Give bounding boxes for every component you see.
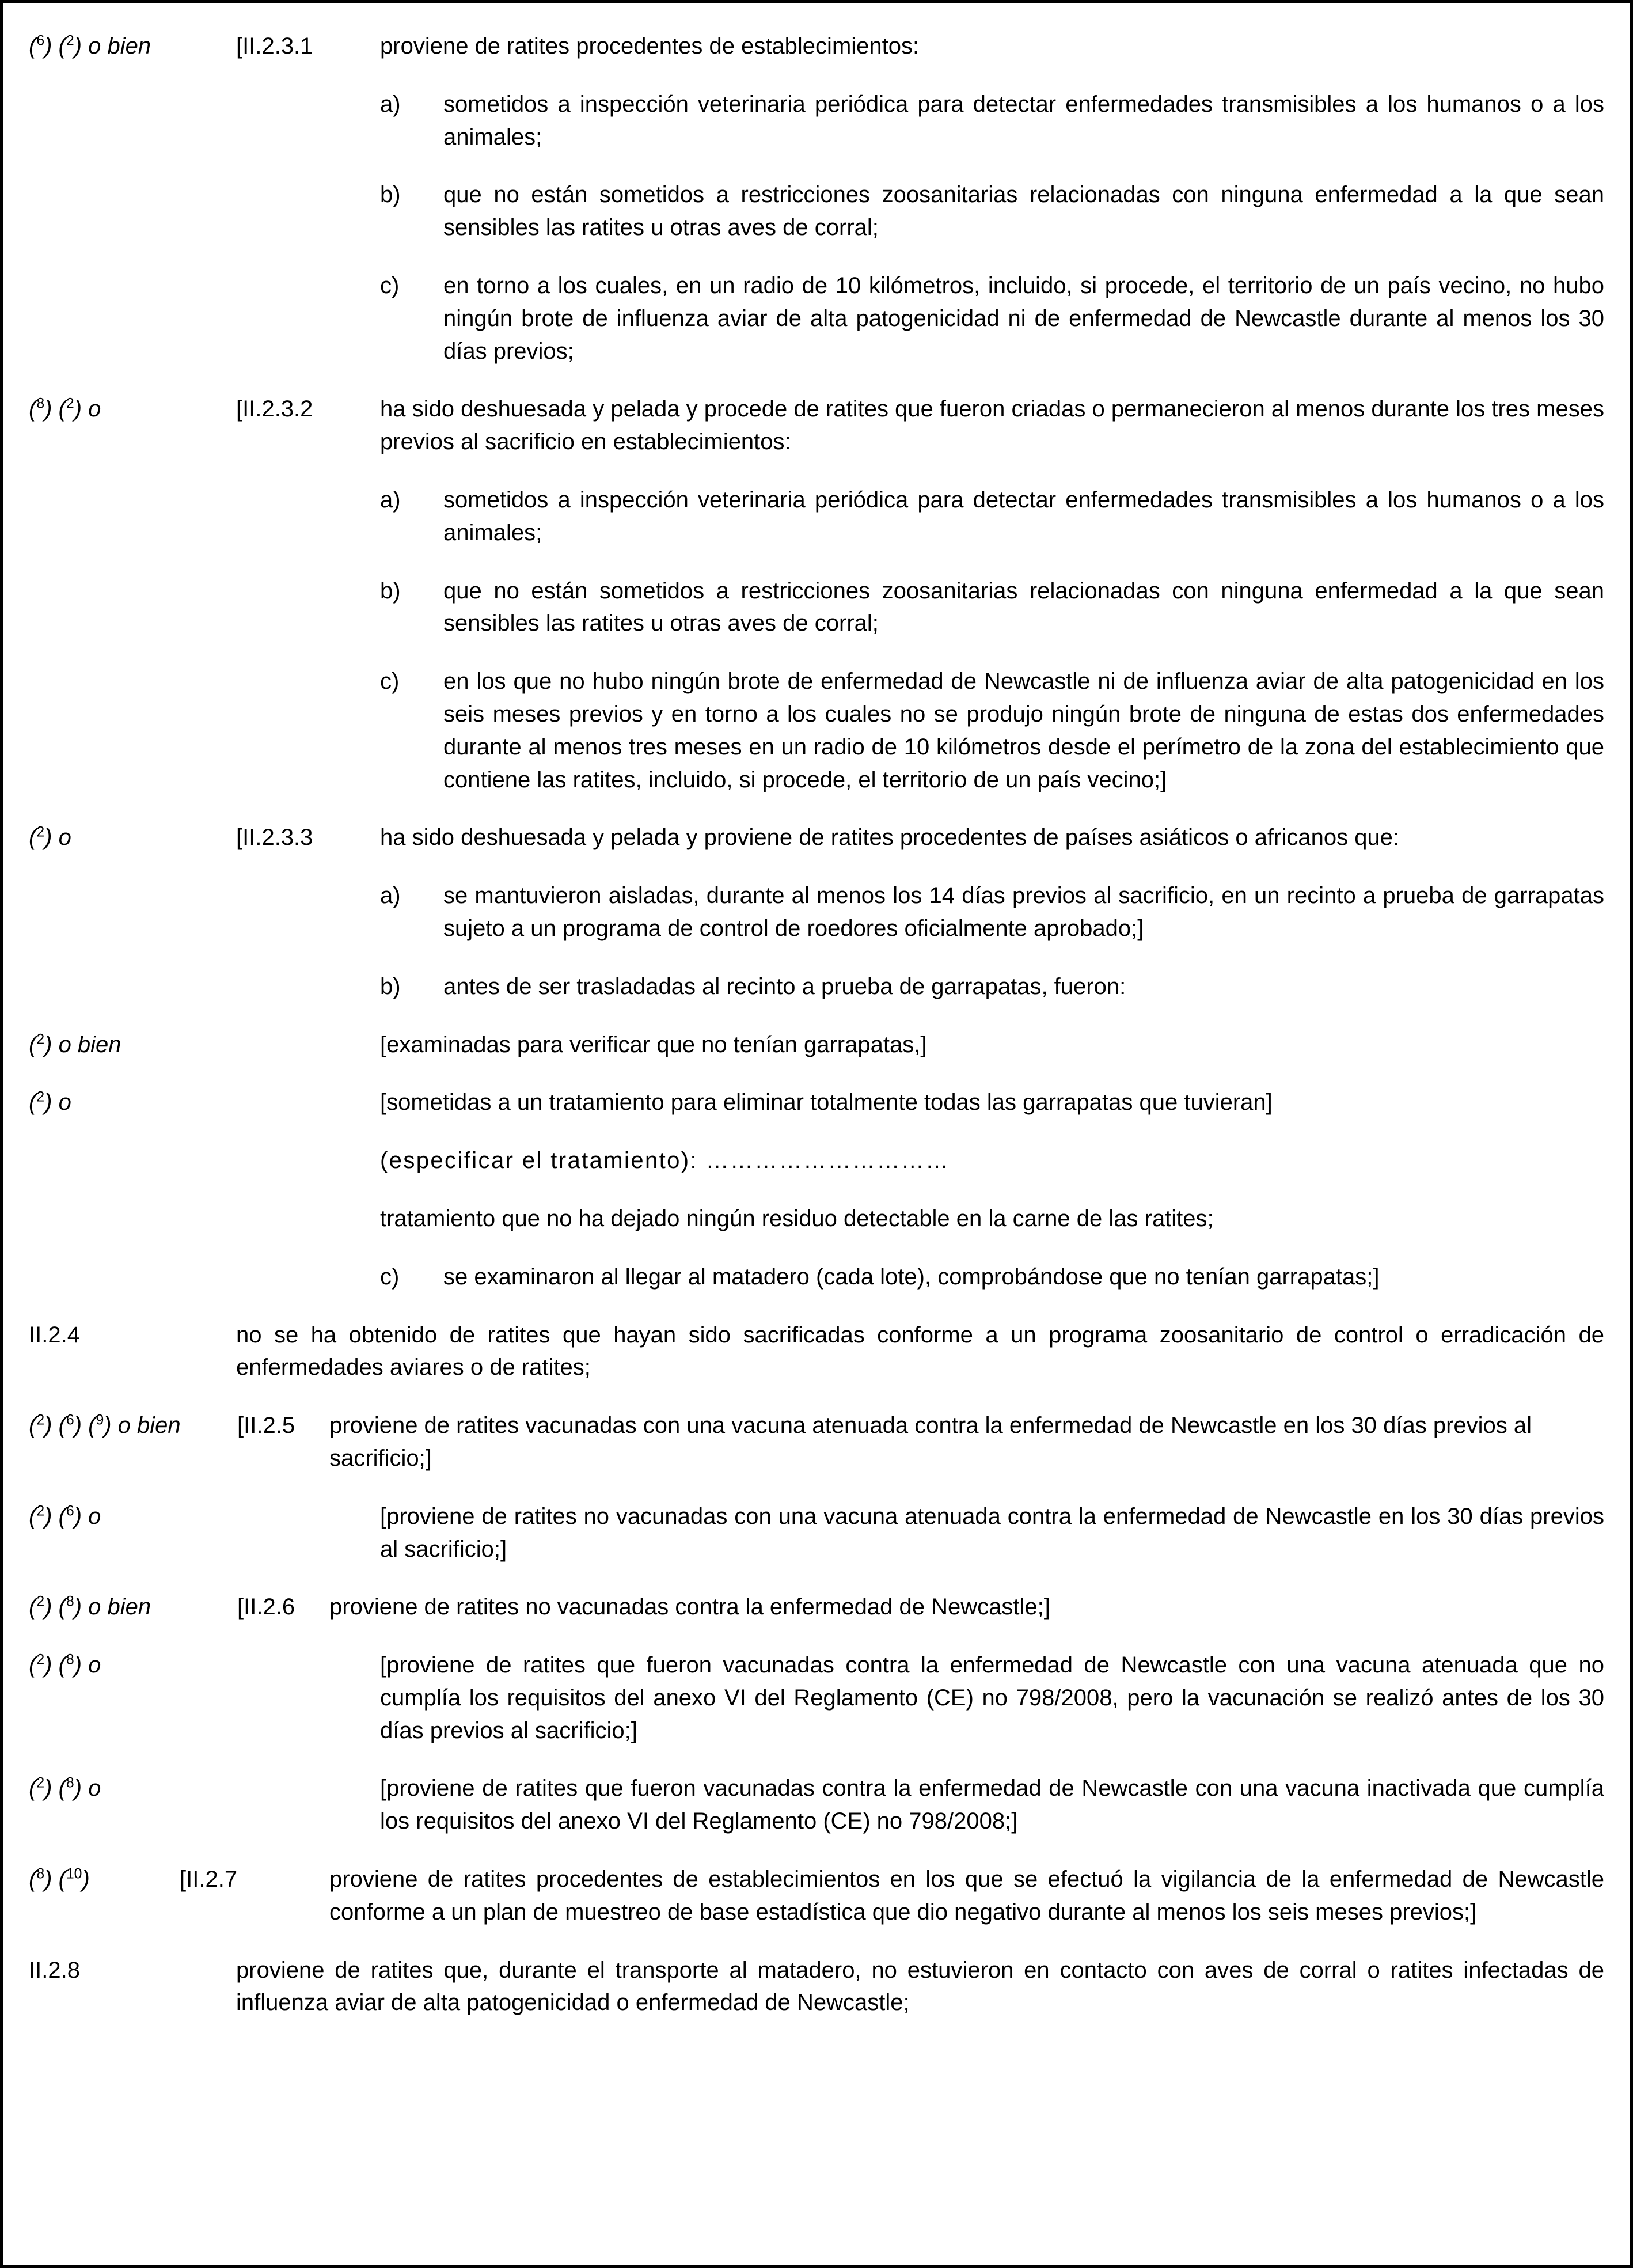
footnote-marker: ($^2$) ($^6$) ($^9$) o bien <box>29 1412 181 1439</box>
treatment-residue-text: tratamiento que no ha dejado ningún residuo detectable en la carne de las ratites; <box>380 1205 1214 1231</box>
item-letter: b) <box>380 182 401 208</box>
footnote-tail: o <box>58 1090 71 1116</box>
clause-II-2-3-1 <box>29 30 1604 63</box>
section-text: no se ha obtenido de ratites que hayan sido sacrificadas conforme a un programa zoosanitario de control o erradicación de enfermedades aviares o de ratites; <box>236 1322 1604 1380</box>
footnote-sup: 2 <box>36 1412 45 1428</box>
footnote-tail: o bien <box>88 1594 151 1620</box>
footnote-sup: 2 <box>66 396 74 412</box>
footnote-tail: o bien <box>117 1413 181 1439</box>
clause-II-2-3-2-items <box>380 484 1604 796</box>
footnote-sup: 2 <box>66 33 74 49</box>
clause-lead-text: ha sido deshuesada y pelada y proviene de ratites procedentes de países asiáticos o africanos que: <box>380 825 1400 851</box>
item-letter: c) <box>380 669 400 695</box>
footnote-marker: ($^2$) ($^8$) o <box>29 1776 101 1801</box>
footnote-marker: ($^2$) ($^8$) o <box>29 1652 101 1678</box>
list-item <box>380 575 1604 640</box>
footnote-sup: 8 <box>36 396 45 412</box>
footnote-marker: ($^2$) o <box>29 1090 71 1116</box>
list-item <box>380 179 1604 244</box>
footnote-sup: 2 <box>36 1776 45 1792</box>
footnote-sup: 2 <box>36 1594 45 1610</box>
item-letter: a) <box>380 91 401 117</box>
footnote-sup: 2 <box>36 1090 45 1105</box>
footnote-sup: 2 <box>36 1652 45 1668</box>
clause-II-2-3-3 <box>29 821 1604 854</box>
list-item <box>380 270 1604 367</box>
footnote-sup: 8 <box>66 1594 74 1610</box>
section-II-2-4 <box>29 1319 1604 1385</box>
list-item <box>380 665 1604 796</box>
footnote-tail: o <box>88 1652 101 1678</box>
footnote-marker: ($^8$) ($^{10}$) <box>29 1866 90 1892</box>
clause-number: [II.2.3.1 <box>236 33 313 59</box>
list-item <box>380 484 1604 549</box>
footnote-marker: ($^2$) o bien <box>29 1031 121 1057</box>
footnote-marker: ($^2$) o <box>29 825 71 851</box>
footnote-sup: 10 <box>66 1866 82 1882</box>
section-II-2-8 <box>29 1954 1604 2020</box>
clause-lead-text: proviene de ratites procedentes de establecimientos: <box>380 33 920 59</box>
section-II-2-7 <box>29 1863 1604 1929</box>
item-text: sometidos a inspección veterinaria periódica para detectar enfermedades transmisibles a los humanos o a los animales; <box>443 91 1604 150</box>
list-item <box>380 970 1604 1003</box>
footnote-marker: ($^8$) ($^2$) o <box>29 396 101 422</box>
item-text: que no están sometidos a restricciones zoosanitarias relacionadas con ninguna enfermedad a la que sean sensibles las ratites u otras aves de corral; <box>443 578 1604 636</box>
footnote-marker: ($^6$) ($^2$) o bien <box>29 33 151 59</box>
clause-number: II.2.8 <box>29 1957 80 1983</box>
footnote-tail: o <box>58 825 71 851</box>
item-text: antes de ser trasladadas al recinto a prueba de garrapatas, fueron: <box>443 973 1126 999</box>
document-body <box>29 30 1604 2019</box>
item-text: en los que no hubo ningún brote de enfermedad de Newcastle ni de influenza aviar de alta patogenicidad en los seis meses previos y en torno a los cuales no se produjo ningún brote de ninguna de estas dos enfermedades durante al menos tres meses en un radio de 10 kilómetros desde el perímetro de la zona del establecimiento que contiene las ratites, incluido, si procede, el territorio de un país vecino;] <box>443 669 1604 792</box>
section-text: proviene de ratites procedentes de establecimientos en los que se efectuó la vigilancia de la enfermedad de Newcastle conforme a un plan de muestreo de base estadística que dio negativo durante al menos los seis meses previos;] <box>329 1867 1604 1925</box>
section-text: proviene de ratites no vacunadas contra la enfermedad de Newcastle;] <box>329 1594 1050 1620</box>
item-text: se examinaron al llegar al matadero (cada lote), comprobándose que no tenían garrapatas;] <box>443 1264 1380 1290</box>
footnote-tail: o bien <box>58 1031 121 1057</box>
treatment-specify-line: (especificar el tratamiento): ………………………… <box>380 1148 950 1174</box>
section-II-2-6-alt-inactivada <box>29 1772 1604 1838</box>
clause-lead-text: ha sido deshuesada y pelada y procede de ratites que fueron criadas o permanecieron al menos durante los tres meses previos al sacrificio en establecimientos: <box>380 396 1604 455</box>
clause-II-2-3-1-items <box>380 88 1604 368</box>
sub-option-text: [sometidas a un tratamiento para eliminar totalmente todas las garrapatas que tuvieran] <box>380 1090 1273 1116</box>
section-II-2-5-alt <box>29 1500 1604 1566</box>
section-II-2-6 <box>29 1591 1604 1624</box>
footnote-sup: 2 <box>36 1503 45 1519</box>
item-letter: b) <box>380 973 401 999</box>
clause-number: [II.2.3.2 <box>236 396 313 422</box>
footnote-sup: 2 <box>36 825 45 841</box>
clause-number: [II.2.6 <box>237 1594 295 1620</box>
item-letter: a) <box>380 487 401 513</box>
clause-number: [II.2.3.3 <box>236 825 313 851</box>
section-II-2-5 <box>29 1409 1604 1475</box>
footnote-tail: o <box>88 1503 101 1529</box>
footnote-sup: 8 <box>36 1866 45 1882</box>
item-text: sometidos a inspección veterinaria periódica para detectar enfermedades transmisibles a los humanos o a los animales; <box>443 487 1604 545</box>
treatment-specify-row <box>29 1144 1604 1177</box>
sub-option-examinadas <box>29 1029 1604 1061</box>
list-item <box>380 88 1604 154</box>
clause-II-2-3-2 <box>29 393 1604 458</box>
section-II-2-6-alt-atenuada <box>29 1649 1604 1747</box>
section-text: [proviene de ratites que fueron vacunadas contra la enfermedad de Newcastle con una vacuna atenuada que no cumplía los requisitos del anexo VI del Reglamento (CE) no 798/2008, pero la vacunación se realizó antes de los 30 días previos al sacrificio;] <box>380 1652 1604 1743</box>
footnote-sup: 8 <box>66 1652 74 1668</box>
clause-II-2-3-3-final-item <box>380 1261 1604 1294</box>
footnote-sup: 6 <box>66 1412 74 1428</box>
section-text: proviene de ratites que, durante el transporte al matadero, no estuvieron en contacto con aves de corral o ratites infectadas de influenza aviar de alta patogenicidad o enfermedad de Newcastle; <box>236 1957 1604 2016</box>
clause-number: [II.2.5 <box>237 1413 295 1439</box>
list-item <box>380 1261 1604 1294</box>
footnote-tail: o bien <box>88 33 151 59</box>
item-letter: a) <box>380 883 401 909</box>
section-text: proviene de ratites vacunadas con una vacuna atenuada contra la enfermedad de Newcastle en los 30 días previos al sacrificio;] <box>329 1413 1532 1471</box>
clause-number: [II.2.7 <box>180 1867 238 1892</box>
item-letter: b) <box>380 578 401 604</box>
footnote-sup: 8 <box>66 1776 74 1792</box>
footnote-tail: o <box>88 396 101 422</box>
sub-option-tratamiento <box>29 1086 1604 1119</box>
item-letter: c) <box>380 272 400 298</box>
section-text: [proviene de ratites que fueron vacunadas contra la enfermedad de Newcastle con una vacuna inactivada que cumplía los requisitos del anexo VI del Reglamento (CE) no 798/2008;] <box>380 1776 1604 1834</box>
footnote-sup: 6 <box>36 33 45 49</box>
sub-option-text: [examinadas para verificar que no tenían garrapatas,] <box>380 1031 927 1057</box>
clause-number: II.2.4 <box>29 1322 80 1348</box>
footnote-sup: 9 <box>96 1412 104 1428</box>
item-text: que no están sometidos a restricciones zoosanitarias relacionadas con ninguna enfermedad a la que sean sensibles las ratites u otras aves de corral; <box>443 182 1604 241</box>
treatment-residue-row <box>29 1203 1604 1235</box>
footnote-marker: ($^2$) ($^6$) o <box>29 1503 101 1529</box>
item-text: se mantuvieron aisladas, durante al menos los 14 días previos al sacrificio, en un recinto a prueba de garrapatas sujeto a un programa de control de roedores oficialmente aprobado;] <box>443 883 1604 941</box>
footnote-sup: 2 <box>36 1031 45 1048</box>
item-letter: c) <box>380 1264 400 1290</box>
footnote-marker: ($^2$) ($^8$) o bien <box>29 1594 151 1620</box>
list-item <box>380 879 1604 945</box>
footnote-tail: o <box>88 1776 101 1801</box>
clause-II-2-3-3-items <box>380 879 1604 1003</box>
item-text: en torno a los cuales, en un radio de 10 kilómetros, incluido, si procede, el territorio de un país vecino, no hubo ningún brote de influenza aviar de alta patogenicidad ni de enfermedad de Newcastle durante al menos los 30 días previos; <box>443 272 1604 364</box>
footnote-sup: 6 <box>66 1503 74 1519</box>
section-text: [proviene de ratites no vacunadas con una vacuna atenuada contra la enfermedad de Newcastle en los 30 días previos al sacrificio;] <box>380 1503 1604 1562</box>
